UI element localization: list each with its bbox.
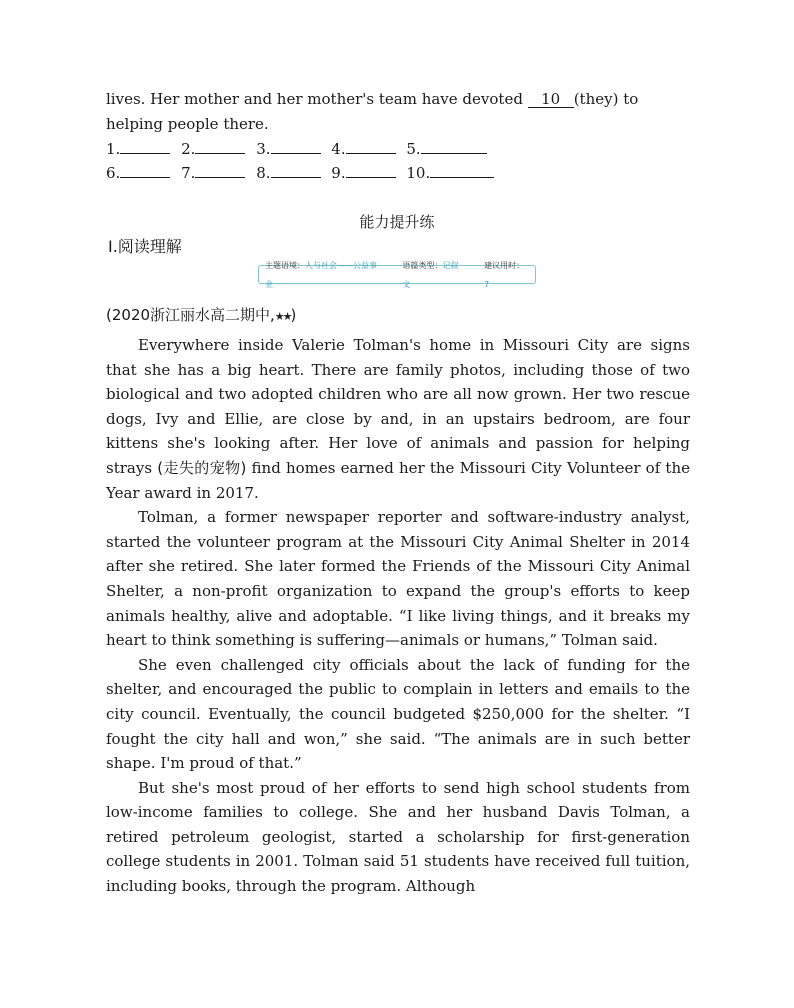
answer-blank[interactable]	[430, 163, 494, 178]
intro-line-1	[106, 89, 638, 109]
chinese-gloss: (走失的宠物)	[157, 458, 247, 477]
intro-line-2: helping people there.	[106, 115, 269, 133]
passage	[106, 333, 690, 899]
paragraph-3: She even challenged city officials about the lack of funding for the shelter, and encouraged the public to complain in letters and emails to the city council. Eventually, the council budgeted $250,000 for the shelter. “I fought the city hall and won,” she said. “The animals are in such better shape. I'm proud of that.”	[106, 655, 690, 773]
intro-text: lives. Her mother and her mother's team have devoted	[106, 90, 528, 108]
answer-blank[interactable]	[195, 163, 245, 178]
answer-item: 9.	[331, 163, 395, 183]
answer-blank[interactable]	[421, 139, 487, 154]
answer-item: 4.	[331, 139, 395, 159]
answer-blank[interactable]	[195, 139, 245, 154]
difficulty-stars-icon: ★★	[274, 310, 291, 323]
source-line: (2020浙江丽水高二期中,★★)	[106, 306, 297, 324]
answer-row-1	[106, 139, 493, 159]
paragraph-4: But she's most proud of her efforts to send high school students from low-income families to college. She and her husband Davis Tolman, a retired petroleum geologist, started a scholarship for first-generation college students in 2001. Tolman said 51 students have received full tuition, including books, through the program. Although	[106, 778, 690, 896]
answer-item: 8.	[256, 163, 320, 183]
banner-time: 建议用时：7	[484, 260, 525, 289]
answer-item: 6.	[106, 163, 170, 183]
answer-item: 1.	[106, 139, 170, 159]
answer-item: 2.	[181, 139, 245, 159]
answer-blank[interactable]	[271, 139, 321, 154]
banner-theme: 主题语境：人与社会——公益事业	[265, 260, 377, 289]
answer-blank[interactable]	[346, 139, 396, 154]
answer-item: 5.	[406, 139, 486, 159]
banner-type: 语篇类型：记叙文	[402, 260, 459, 289]
answer-row-2	[106, 163, 500, 183]
intro-text-suffix: (they) to	[573, 90, 639, 108]
paragraph-1: Everywhere inside Valerie Tolman's home in Missouri City are signs that she has a big heart. There are family photos, including those of two biological and two adopted children who are all now grown. Her two rescue dogs, Ivy and Ellie, are close by and, in an upstairs bedroom, are four kittens she's looking after. Her love of animals and passion for helping strays (走失的宠物) find homes earned her the Missouri City Volunteer of the Year award in 2017.	[106, 336, 690, 502]
section-title: 能力提升练	[359, 213, 435, 231]
source-text: (2020浙江丽水高二期中,	[106, 306, 275, 324]
answer-item: 7.	[181, 163, 245, 183]
answer-blank[interactable]	[346, 163, 396, 178]
context-banner	[258, 260, 536, 289]
answer-blank[interactable]	[120, 139, 170, 154]
answer-item: 3.	[256, 139, 320, 159]
answer-blank[interactable]	[120, 163, 170, 178]
part-title: Ⅰ.阅读理解	[108, 237, 182, 256]
answer-blank-10[interactable]: 10	[528, 91, 574, 108]
paragraph-2: Tolman, a former newspaper reporter and software-industry analyst, started the volunteer program at the Missouri City Animal Shelter in 2014 after she retired. She later formed the Friends of the Missouri City Animal Shelter, a non-profit organization to expand the group's efforts to keep animals healthy, alive and adoptable. “I like living things, and it breaks my heart to think something is suffering—animals or humans,” Tolman said.	[106, 508, 690, 650]
answer-blank[interactable]	[271, 163, 321, 178]
answer-item: 10.	[406, 163, 494, 183]
